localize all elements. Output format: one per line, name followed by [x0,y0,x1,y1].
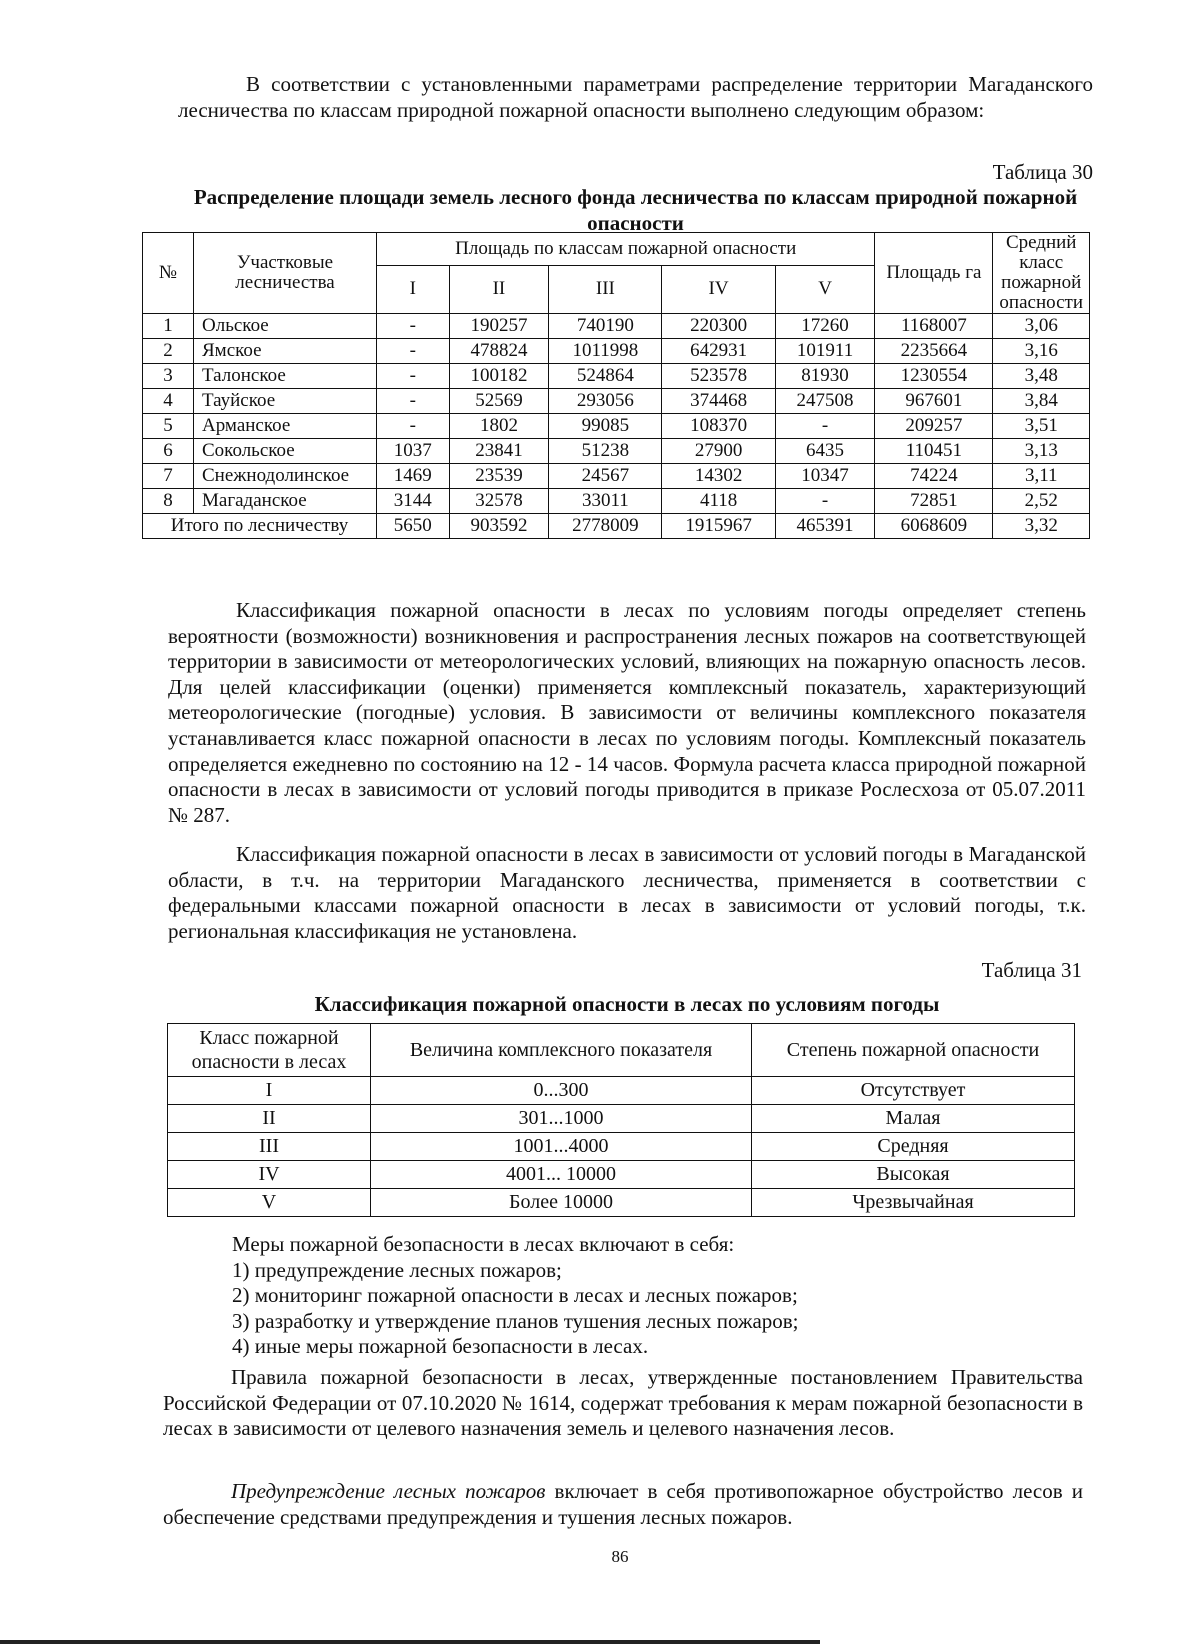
measures-block [232,1232,1092,1360]
table30-cell-c4: 4118 [662,488,775,513]
table31-cell-range: 301...1000 [371,1105,752,1133]
table30-total-c5: 465391 [775,513,875,538]
table30-cell-number: 5 [143,413,194,438]
table30-header-number: № [143,233,194,314]
table30-cell-c1: - [377,413,450,438]
table31-header-class: Класс пожарной опасности в лесах [168,1024,371,1077]
prevention-rest: включает в себя противопожарное обустройство лесов и обеспечение средствами предупреждения и тушения лесных пожаров. [163,1479,1083,1529]
table30-cell-district: Ямское [194,338,377,363]
table30-cell-c4: 108370 [662,413,775,438]
table30 [142,232,1090,539]
table30-cell-c1: - [377,363,450,388]
rules-paragraph: Правила пожарной безопасности в лесах, утвержденные постановлением Правительства Российской Федерации от 07.10.2020 № 1614, содержат требования к мерам пожарной безопасности в лесах в зависимости от целевого назначения земель и целевого назначения лесов. [163,1365,1083,1441]
table30-cell-district: Снежнодолинское [194,463,377,488]
table31-row [168,1133,1075,1161]
table30-cell-district: Тауйское [194,388,377,413]
table30-cell-c3: 24567 [549,463,662,488]
table30-cell-c2: 52569 [449,388,549,413]
table30-cell-c4: 642931 [662,338,775,363]
table31-cell-cls: III [168,1133,371,1161]
table30-cell-c5: 81930 [775,363,875,388]
table30-cell-number: 1 [143,313,194,338]
table30-header-district: Участковые лесничества [194,233,377,314]
prevention-italic-term: Предупреждение лесных пожаров [231,1479,546,1503]
table30-row [143,363,1090,388]
table31-header-index: Величина комплексного показателя [371,1024,752,1077]
table31-cell-cls: II [168,1105,371,1133]
measures-item-4: 4) иные меры пожарной безопасности в лесах. [232,1334,649,1359]
table30-total-area: 6068609 [875,513,993,538]
table30-cell-c5: 247508 [775,388,875,413]
table30-cell-area: 967601 [875,388,993,413]
table30-cell-c3: 740190 [549,313,662,338]
table30-cell-district: Магаданское [194,488,377,513]
table30-cell-avg: 3,11 [993,463,1090,488]
table30-body [143,313,1090,513]
table30-total-label: Итого по лесничеству [143,513,377,538]
table30-cell-c5: 6435 [775,438,875,463]
table31-row [168,1189,1075,1217]
page-number: 86 [611,1547,629,1566]
table30-title: Распределение площади земель лесного фонда лесничества по классам природной пожарной опасности [193,185,1078,235]
table30-header-class-4: IV [662,265,775,313]
table30-cell-district: Талонское [194,363,377,388]
table30-cell-c2: 23841 [449,438,549,463]
table30-cell-number: 8 [143,488,194,513]
table30-cell-c2: 1802 [449,413,549,438]
table30-header-class-2: II [449,265,549,313]
table30-cell-district: Сокольское [194,438,377,463]
table30-cell-c5: 10347 [775,463,875,488]
table30-cell-c5: - [775,488,875,513]
table30-row [143,488,1090,513]
table30-cell-area: 110451 [875,438,993,463]
table30-row [143,338,1090,363]
table30-cell-avg: 3,16 [993,338,1090,363]
table31-cell-cls: IV [168,1161,371,1189]
table31-cell-degree: Малая [752,1105,1075,1133]
table30-header-avg-class: Средний класс пожарной опасности [993,233,1090,314]
table30-cell-c2: 23539 [449,463,549,488]
table30-cell-c2: 32578 [449,488,549,513]
table31-row [168,1161,1075,1189]
table30-cell-c3: 1011998 [549,338,662,363]
table30-cell-c5: 17260 [775,313,875,338]
measures-item-1: 1) предупреждение лесных пожаров; [232,1257,562,1282]
table30-cell-area: 72851 [875,488,993,513]
table30-row [143,463,1090,488]
table30-cell-c5: 101911 [775,338,875,363]
table30-cell-avg: 3,51 [993,413,1090,438]
table30-cell-c4: 27900 [662,438,775,463]
table31-cell-range: 0...300 [371,1077,752,1105]
table30-total-c3: 2778009 [549,513,662,538]
table30-cell-c1: 3144 [377,488,450,513]
table30-row [143,413,1090,438]
table30-cell-avg: 3,84 [993,388,1090,413]
table30-header-class-1: I [377,265,450,313]
measures-item-2: 2) мониторинг пожарной опасности в лесах и лесных пожаров; [232,1283,798,1308]
table30-total-avg: 3,32 [993,513,1090,538]
table30-cell-area: 1230554 [875,363,993,388]
table30-row [143,388,1090,413]
table30-cell-c3: 524864 [549,363,662,388]
table30-cell-district: Ольское [194,313,377,338]
table30-cell-c1: 1037 [377,438,450,463]
table31-cell-range: Более 10000 [371,1189,752,1217]
table31-body [168,1077,1075,1217]
table31-row [168,1077,1075,1105]
table30-cell-c2: 478824 [449,338,549,363]
table30-header-area-by-class: Площадь по классам пожарной опасности [377,233,875,266]
table31-cell-range: 1001...4000 [371,1133,752,1161]
table30-cell-c2: 100182 [449,363,549,388]
table30-cell-c3: 99085 [549,413,662,438]
table30-cell-area: 1168007 [875,313,993,338]
table31-row [168,1105,1075,1133]
table30-cell-area: 2235664 [875,338,993,363]
table31-header-degree: Степень пожарной опасности [752,1024,1075,1077]
table31-cell-cls: V [168,1189,371,1217]
table30-cell-avg: 3,06 [993,313,1090,338]
table30-cell-c4: 220300 [662,313,775,338]
table30-cell-avg: 2,52 [993,488,1090,513]
table31-title: Классификация пожарной опасности в лесах по условиям погоды [314,992,940,1016]
table30-cell-c1: 1469 [377,463,450,488]
table30-total-c1: 5650 [377,513,450,538]
table30-header-area: Площадь га [875,233,993,314]
measures-item-3: 3) разработку и утверждение планов тушения лесных пожаров; [232,1308,799,1333]
table30-cell-c1: - [377,388,450,413]
table30-cell-c1: - [377,338,450,363]
scan-edge-line [0,1640,820,1644]
table30-header-class-3: III [549,265,662,313]
table31-cell-cls: I [168,1077,371,1105]
table30-cell-c3: 293056 [549,388,662,413]
intro-paragraph: В соответствии с установленными параметрами распределение территории Магаданского лесничества по классам природной пожарной опасности выполнено следующим образом: [178,72,1093,122]
table30-cell-area: 74224 [875,463,993,488]
table30-row [143,313,1090,338]
table30-cell-district: Арманское [194,413,377,438]
table30-total-row [143,513,1090,538]
table31-cell-degree: Отсутствует [752,1077,1075,1105]
table30-cell-c4: 523578 [662,363,775,388]
table30-total-c2: 903592 [449,513,549,538]
prevention-paragraph [163,1479,1083,1530]
table31-label: Таблица 31 [981,958,1082,982]
table31 [167,1023,1075,1217]
table30-header-class-5: V [775,265,875,313]
table30-cell-area: 209257 [875,413,993,438]
weather-paragraph-1: Классификация пожарной опасности в лесах по условиям погоды определяет степень вероятности (возможности) возникновения и распространения лесных пожаров на соответствующей территории в зависимости от метеорологических условий, влияющих на пожарную опасность лесов. Для целей классификации (оценки) применяется комплексный показатель, характеризующий метеорологические (погодные) условия. В зависимости от величины комплексного показателя устанавливается класс пожарной опасности в лесах по условиям погоды. Комплексный показатель определяется ежедневно по состоянию на 12 - 14 часов. Формула расчета класса природной пожарной опасности в лесах в зависимости от условий погоды приводится в приказе Рослесхоза от 05.07.2011 № 287. [168,598,1086,827]
table30-cell-number: 3 [143,363,194,388]
table31-cell-degree: Чрезвычайная [752,1189,1075,1217]
table30-cell-number: 4 [143,388,194,413]
table30-cell-c2: 190257 [449,313,549,338]
table30-cell-c5: - [775,413,875,438]
table30-cell-c3: 33011 [549,488,662,513]
table30-cell-avg: 3,48 [993,363,1090,388]
table30-cell-avg: 3,13 [993,438,1090,463]
table31-cell-degree: Высокая [752,1161,1075,1189]
table30-cell-c1: - [377,313,450,338]
table30-label: Таблица 30 [992,160,1093,184]
weather-paragraph-2: Классификация пожарной опасности в лесах в зависимости от условий погоды в Магаданской области, в т.ч. на территории Магаданского лесничества, применяется в соответствии с федеральными классами пожарной опасности в лесах в зависимости от условий погоды, т.к. региональная классификация не установлена. [168,842,1086,943]
table30-total-c4: 1915967 [662,513,775,538]
table30-cell-c3: 51238 [549,438,662,463]
table30-cell-c4: 374468 [662,388,775,413]
table31-cell-range: 4001... 10000 [371,1161,752,1189]
table30-cell-number: 2 [143,338,194,363]
measures-intro: Меры пожарной безопасности в лесах включают в себя: [232,1232,735,1256]
table31-cell-degree: Средняя [752,1133,1075,1161]
table30-cell-number: 7 [143,463,194,488]
table30-row [143,438,1090,463]
table30-cell-c4: 14302 [662,463,775,488]
table30-cell-number: 6 [143,438,194,463]
